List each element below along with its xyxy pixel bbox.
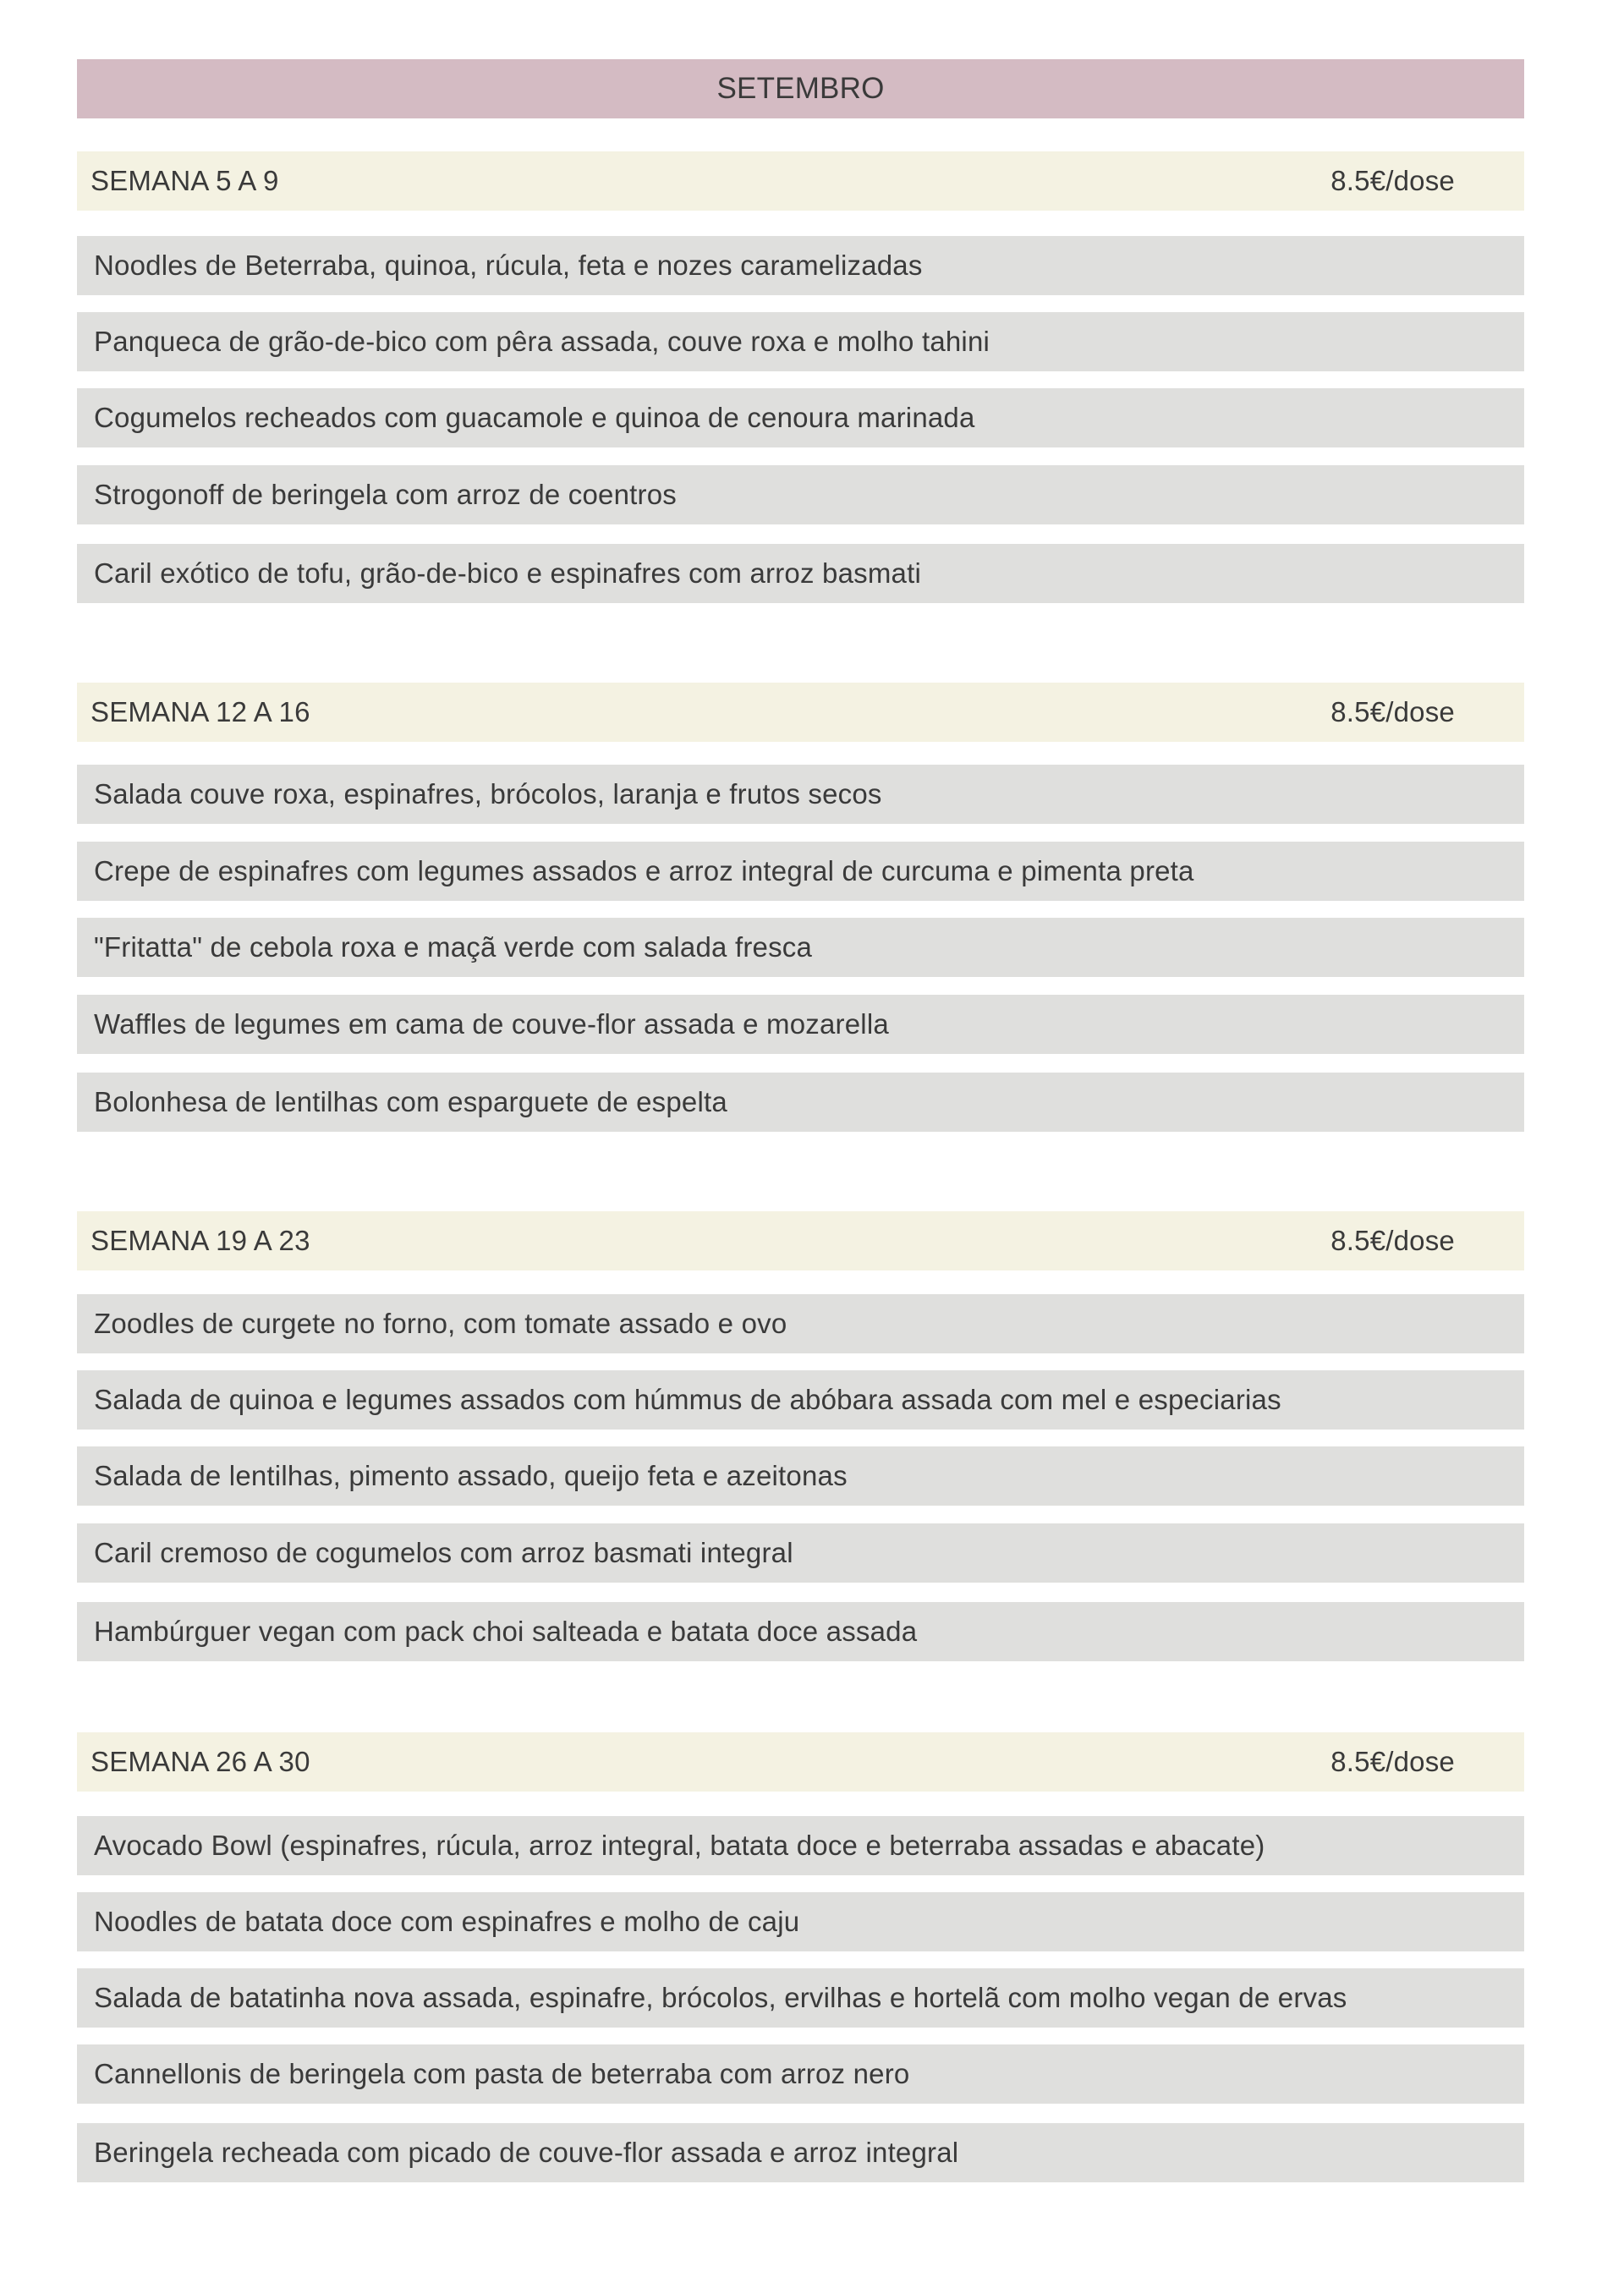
dish-item (77, 544, 1524, 603)
week-title: SEMANA 19 A 23 (91, 1225, 310, 1256)
dish-name: Salada de quinoa e legumes assados com húmmus de abóbara assada com mel e especiarias (94, 1384, 1281, 1415)
dish-item (77, 1523, 1524, 1583)
dish-item (77, 1446, 1524, 1506)
dish-name: Salada de lentilhas, pimento assado, queijo feta e azeitonas (94, 1460, 848, 1491)
dish-item (77, 1892, 1524, 1951)
week-header (77, 1211, 1524, 1270)
dish-name: Panqueca de grão-de-bico com pêra assada, couve roxa e molho tahini (94, 326, 990, 357)
dish-name: Cannellonis de beringela com pasta de beterraba com arroz nero (94, 2058, 910, 2089)
dish-name: Hambúrguer vegan com pack choi salteada e batata doce assada (94, 1616, 918, 1647)
dish-name: Salada couve roxa, espinafres, brócolos, laranja e frutos secos (94, 778, 882, 809)
dish-item (77, 842, 1524, 901)
dish-name: Avocado Bowl (espinafres, rúcula, arroz integral, batata doce e beterraba assadas e abacate) (94, 1830, 1265, 1861)
dish-name: "Fritatta" de cebola roxa e maçã verde com salada fresca (94, 931, 813, 963)
dish-item (77, 2123, 1524, 2182)
dish-item (77, 1370, 1524, 1430)
dish-item (77, 1602, 1524, 1661)
dish-name: Salada de batatinha nova assada, espinafre, brócolos, ervilhas e hortelã com molho vegan de ervas (94, 1982, 1347, 2013)
dish-item (77, 1294, 1524, 1353)
month-title: SETEMBRO (716, 72, 885, 105)
dish-name: Waffles de legumes em cama de couve-flor assada e mozarella (94, 1008, 889, 1040)
dish-name: Cogumelos recheados com guacamole e quinoa de cenoura marinada (94, 402, 975, 433)
week-title: SEMANA 12 A 16 (91, 696, 310, 727)
week-title: SEMANA 5 A 9 (91, 165, 279, 196)
week-title: SEMANA 26 A 30 (91, 1746, 310, 1777)
dish-name: Caril cremoso de cogumelos com arroz basmati integral (94, 1537, 793, 1568)
week-header (77, 1732, 1524, 1792)
dish-name: Noodles de Beterraba, quinoa, rúcula, feta e nozes caramelizadas (94, 250, 923, 281)
dish-item (77, 2044, 1524, 2104)
dish-name: Caril exótico de tofu, grão-de-bico e espinafres com arroz basmati (94, 557, 921, 589)
month-header (77, 59, 1524, 118)
week-price: 8.5€/dose (1330, 696, 1455, 727)
dish-item (77, 388, 1524, 447)
week-price: 8.5€/dose (1330, 165, 1455, 196)
dish-name: Strogonoff de beringela com arroz de coentros (94, 479, 677, 510)
dish-item (77, 765, 1524, 824)
dish-item (77, 1968, 1524, 2028)
week-price: 8.5€/dose (1330, 1225, 1455, 1256)
dish-name: Zoodles de curgete no forno, com tomate assado e ovo (94, 1308, 787, 1339)
dish-name: Beringela recheada com picado de couve-flor assada e arroz integral (94, 2137, 959, 2168)
dish-name: Crepe de espinafres com legumes assados e arroz integral de curcuma e pimenta preta (94, 855, 1194, 886)
dish-item (77, 465, 1524, 524)
dish-item (77, 918, 1524, 977)
week-header (77, 683, 1524, 742)
dish-item (77, 1073, 1524, 1132)
dish-item (77, 995, 1524, 1054)
dish-name: Bolonhesa de lentilhas com esparguete de espelta (94, 1086, 727, 1117)
dish-name: Noodles de batata doce com espinafres e molho de caju (94, 1906, 800, 1937)
dish-item (77, 312, 1524, 371)
dish-item (77, 236, 1524, 295)
dish-item (77, 1816, 1524, 1875)
week-price: 8.5€/dose (1330, 1746, 1455, 1777)
week-header (77, 151, 1524, 211)
